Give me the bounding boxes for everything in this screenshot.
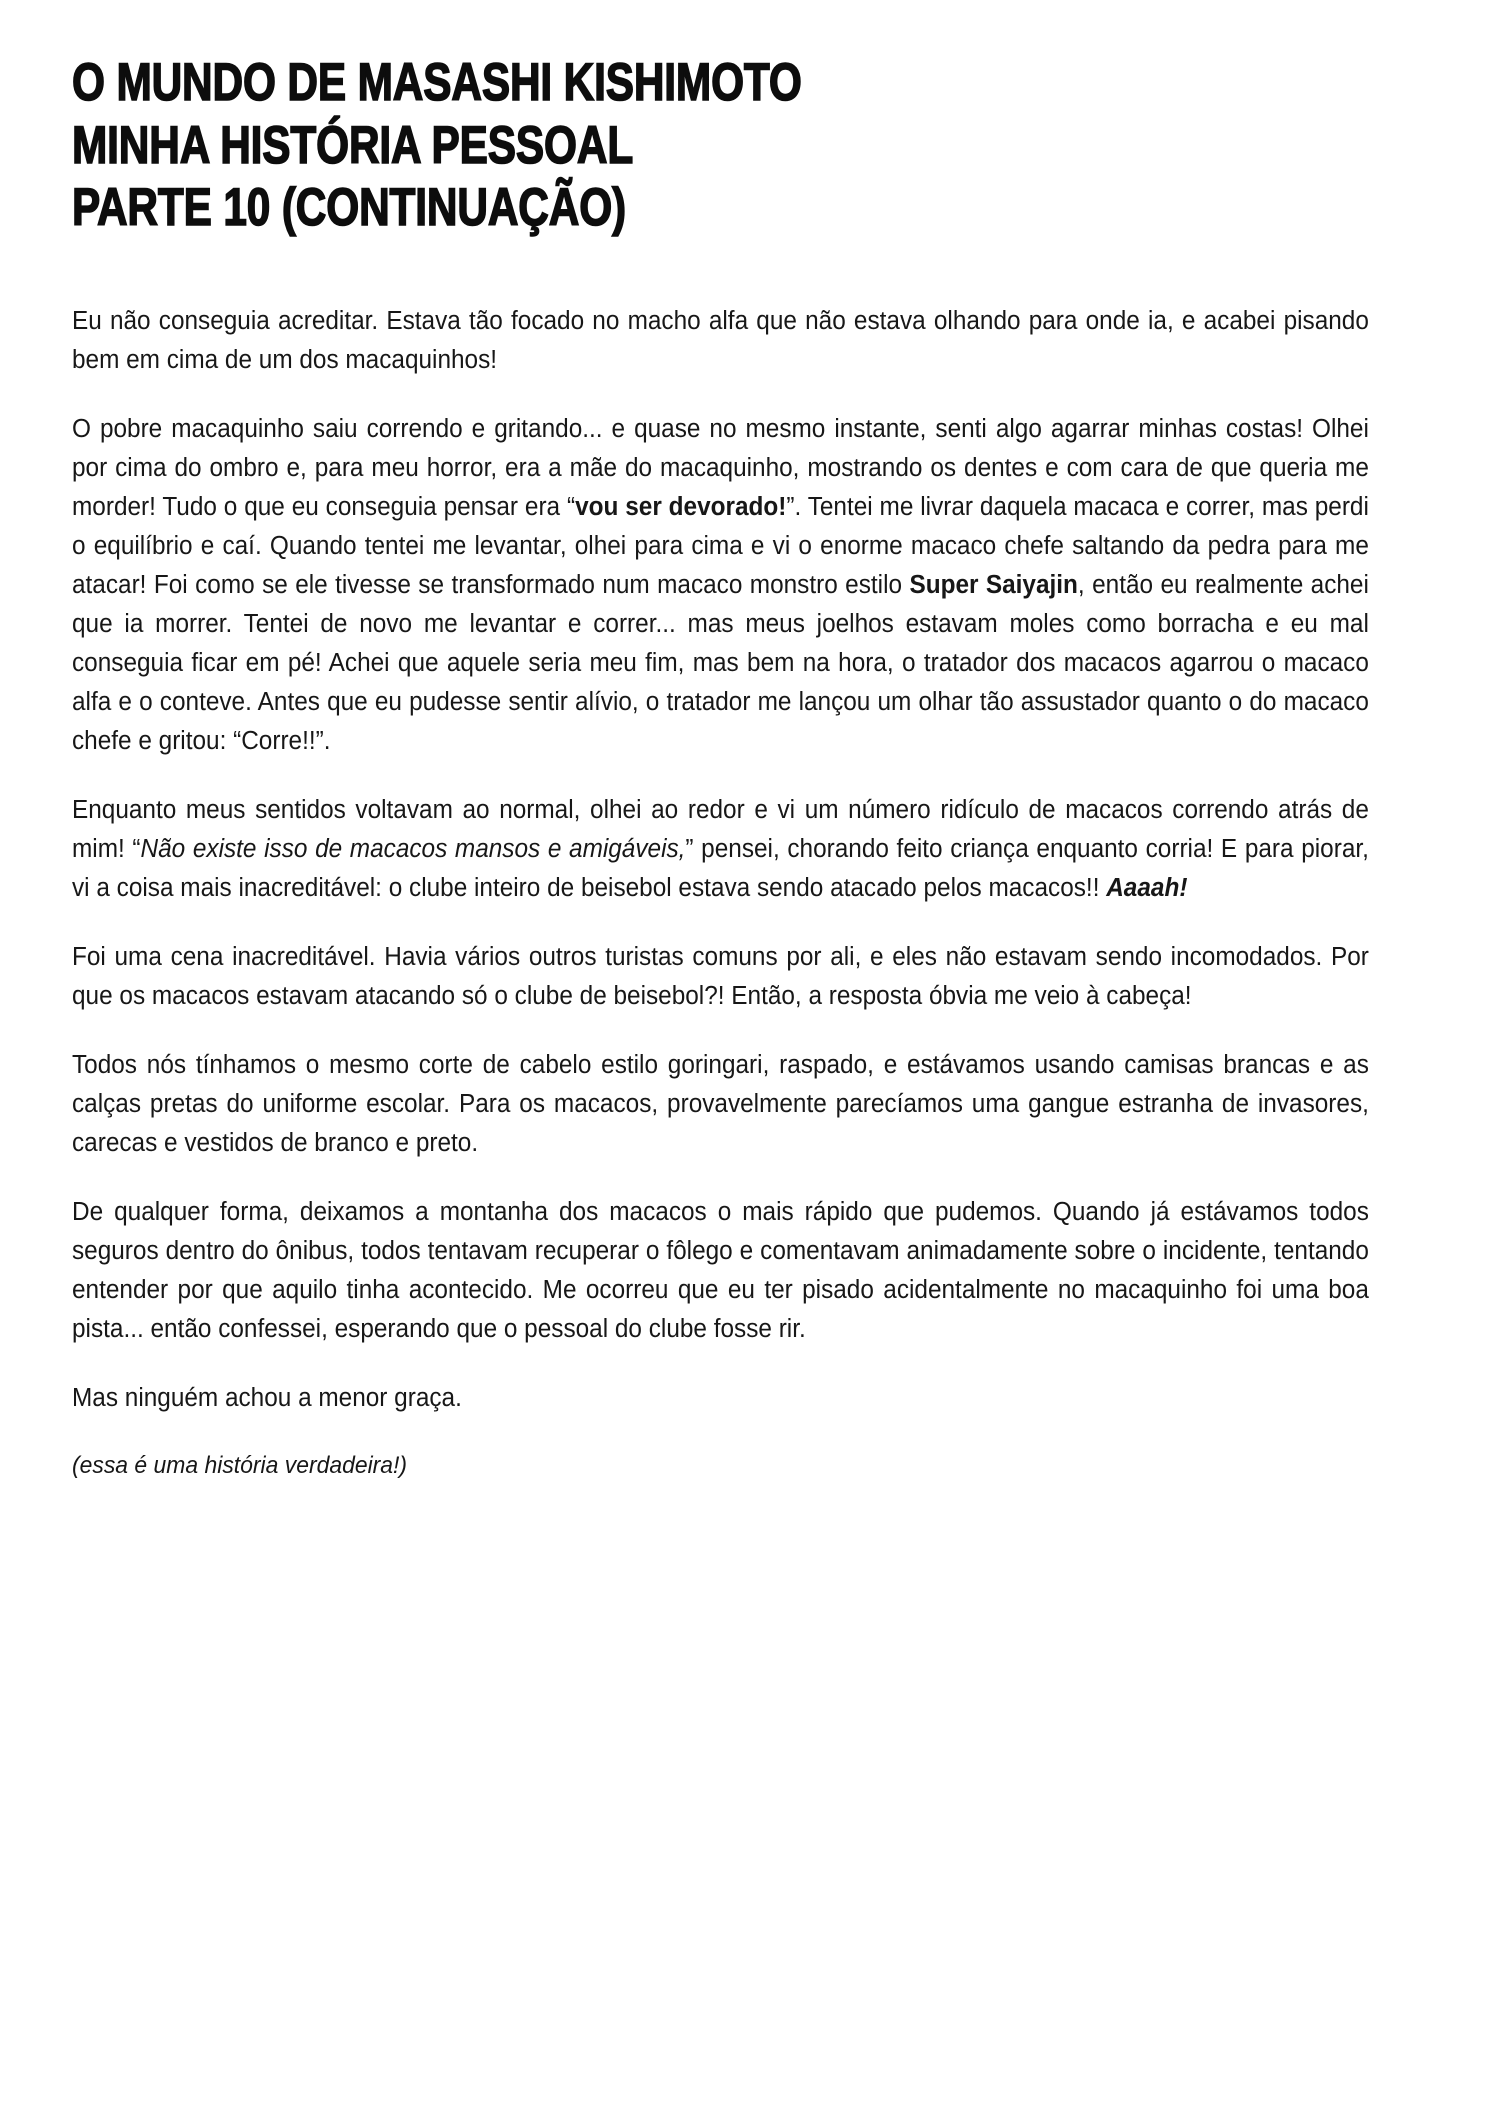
paragraph-1-text: Eu não conseguia acreditar. Estava tão focado no macho alfa que não estava olhando para onde ia, e acabei pisando bem em cima de um dos macaquinhos! <box>72 306 1369 374</box>
article-body <box>72 302 1430 1485</box>
paragraph-3-segment-b: ” pensei, chorando feito criança enquanto corria! E para piorar, vi a coisa mais inacreditável: o clube inteiro de beisebol estava sendo atacado pelos macacos!! <box>72 834 1369 902</box>
paragraph-7 <box>72 1379 1369 1418</box>
closing-note <box>72 1448 1369 1485</box>
paragraph-2-segment-b: ”. Tentei me livrar daquela macaca e correr, mas perdi o equilíbrio e caí. Quando tentei me levantar, olhei para cima e vi o enorme macaco chefe saltando da pedra para me atacar! Foi como se ele tivesse se transformado num macaco monstro estilo <box>72 492 1369 599</box>
paragraph-5 <box>72 1046 1369 1163</box>
title-line-1: O MUNDO DE MASASHI KISHIMOTO <box>72 53 802 112</box>
paragraph-5-text: Todos nós tínhamos o mesmo corte de cabelo estilo goringari, raspado, e estávamos usando camisas brancas e as calças pretas do uniforme escolar. Para os macacos, provavelmente parecíamos uma gangue estranha de invasores, carecas e vestidos de branco e preto. <box>72 1050 1369 1157</box>
paragraph-3 <box>72 791 1369 908</box>
paragraph-2-segment-a: O pobre macaquinho saiu correndo e gritando... e quase no mesmo instante, senti algo agarrar minhas costas! Olhei por cima do ombro e, para meu horror, era a mãe do macaquinho, mostrando os dentes e com cara de que queria me morder! Tudo o que eu conseguia pensar era “ <box>72 414 1369 521</box>
closing-note-text: (essa é uma história verdadeira!) <box>72 1451 408 1479</box>
emphasis-vou-ser-devorado: vou ser devorado! <box>575 492 787 521</box>
paragraph-1 <box>72 302 1369 380</box>
paragraph-2 <box>72 410 1369 761</box>
title-line-2: MINHA HISTÓRIA PESSOAL <box>72 115 634 175</box>
emphasis-super-saiyajin: Super Saiyajin <box>909 570 1078 599</box>
paragraph-2-segment-c: , então eu realmente achei que ia morrer. Tentei de novo me levantar e correr... mas meus joelhos estavam moles como borracha e eu mal conseguia ficar em pé! Achei que aquele seria meu fim, mas bem na hora, o tratador dos macacos agarrou o macaco alfa e o conteve. Antes que eu pudesse sentir alívio, o tratador me lançou um olhar tão assustador quanto o do macaco chefe e gritou: “Corre!!”. <box>72 570 1369 755</box>
paragraph-6-text: De qualquer forma, deixamos a montanha dos macacos o mais rápido que pudemos. Quando já estávamos todos seguros dentro do ônibus, todos tentavam recuperar o fôlego e comentavam animadamente sobre o incidente, tentando entender por que aquilo tinha acontecido. Me ocorreu que eu ter pisado acidentalmente no macaquinho foi uma boa pista... então confessei, esperando que o pessoal do clube fosse rir. <box>72 1197 1369 1343</box>
paragraph-7-text: Mas ninguém achou a menor graça. <box>72 1383 462 1412</box>
paragraph-6 <box>72 1193 1369 1349</box>
paragraph-4 <box>72 938 1369 1016</box>
paragraph-4-text: Foi uma cena inacreditável. Havia vários outros turistas comuns por ali, e eles não estavam sendo incomodados. Por que os macacos estavam atacando só o clube de beisebol?! Então, a resposta óbvia me veio à cabeça! <box>72 942 1369 1010</box>
title-line-3: PARTE 10 (CONTINUAÇÃO) <box>72 178 626 238</box>
emphasis-aaaah: Aaaah! <box>1106 873 1188 902</box>
page-title <box>72 52 1430 240</box>
paragraph-3-segment-a: Enquanto meus sentidos voltavam ao normal, olhei ao redor e vi um número ridículo de macacos correndo atrás de mim! “ <box>72 795 1369 863</box>
quote-macacos-mansos: Não existe isso de macacos mansos e amigáveis, <box>140 834 686 863</box>
